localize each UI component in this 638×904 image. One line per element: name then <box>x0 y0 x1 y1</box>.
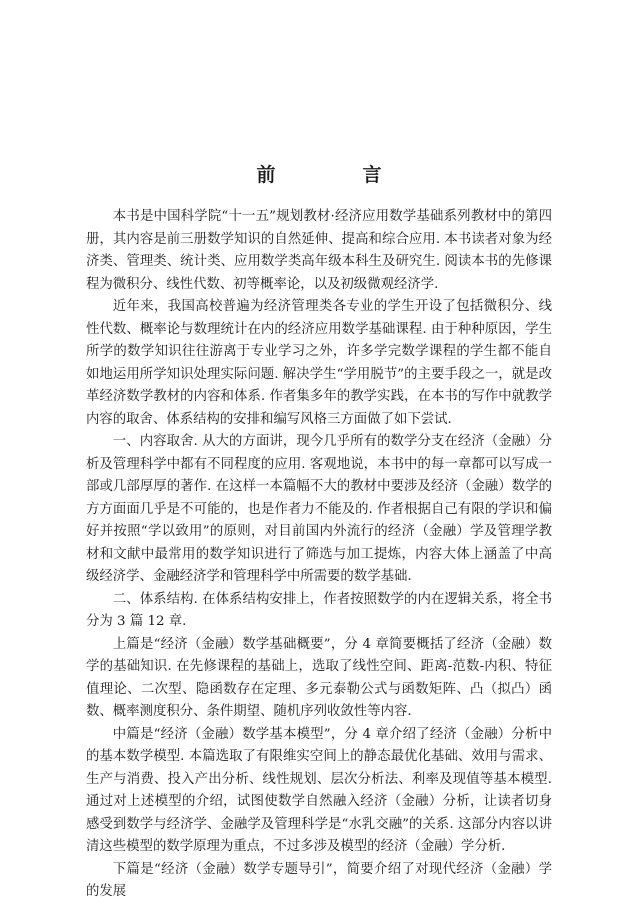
paragraph-6: 中篇是“经济（金融）数学基本模型”，分 4 章介绍了经济（金融）分析中的基本数学模型. 本篇选取了有限维实空间上的静态最优化基础、效用与需求、生产与消费、投入产出分析、线性规划、层次分析法、利率及现值等基本模型. 通过对上述模型的介绍，试图使数学自然融入经济（金融）分析，让读者切身感受到数学与经济学、金融学及管理科学是“水乳交融”的关系. 这部分内容以讲清这些模型的数学原理为重点，不过多涉及模型的经济（金融）学分析. <box>86 726 552 854</box>
page-title: 前 言 <box>256 164 416 186</box>
paragraph-2: 近年来，我国高校普遍为经济管理类各专业的学生开设了包括微积分、线性代数、概率论与数理统计在内的经济应用数学基础课程. 由于种种原因，学生所学的数学知识往往游离于专业学习之外，许多学完数学课程的学生都不能自如地运用所学知识处理实际问题. 解决学生“学用脱节”的主要手段之一，就是改革经济数学教材的内容和体系. 作者集多年的教学实践，在本书的写作中就教学内容的取舍、体系结构的安排和编写风格三方面做了如下尝试. <box>86 299 552 427</box>
paragraph-5: 上篇是“经济（金融）数学基础概要”，分 4 章简要概括了经济（金融）数学的基础知识. 在先修课程的基础上，选取了线性空间、距离-范数-内积、特征值理论、二次型、隐函数存在定理、多元泰勒公式与函数矩阵、凸（拟凸）函数、概率测度积分、条件期望、随机序列收敛性等内容. <box>86 636 552 719</box>
preface-body <box>86 206 552 904</box>
paragraph-7: 下篇是“经济（金融）数学专题导引”，简要介绍了对现代经济（金融）学的发展 <box>86 861 552 899</box>
paragraph-3: 一、内容取舍. 从大的方面讲，现今几乎所有的数学分支在经济（金融）分析及管理科学中都有不同程度的应用. 客观地说，本书中的每一章都可以写成一部或几部厚厚的著作. 在这样一本篇幅不大的教材中要涉及经济（金融）数学的方方面面几乎是不可能的，也是作者力不能及的. 作者根据自己有限的学识和偏好并按照“学以致用”的原则，对目前国内外流行的经济（金融）学及管理学教材和文献中最常用的数学知识进行了筛选与加工提炼，内容大体上涵盖了中高级经济学、金融经济学和管理科学中所需要的数学基础. <box>86 434 552 584</box>
paragraph-4: 二、体系结构. 在体系结构安排上，作者按照数学的内在逻辑关系，将全书分为 3 篇 12 章. <box>86 591 552 629</box>
paragraph-1: 本书是中国科学院“十一五”规划教材·经济应用数学基础系列教材中的第四册，其内容是前三册数学知识的自然延伸、提高和综合应用. 本书读者对象为经济类、管理类、统计类、应用数学类高年级本科生及研究生. 阅读本书的先修课程为微积分、线性代数、初等概率论，以及初级微观经济学. <box>86 209 552 292</box>
